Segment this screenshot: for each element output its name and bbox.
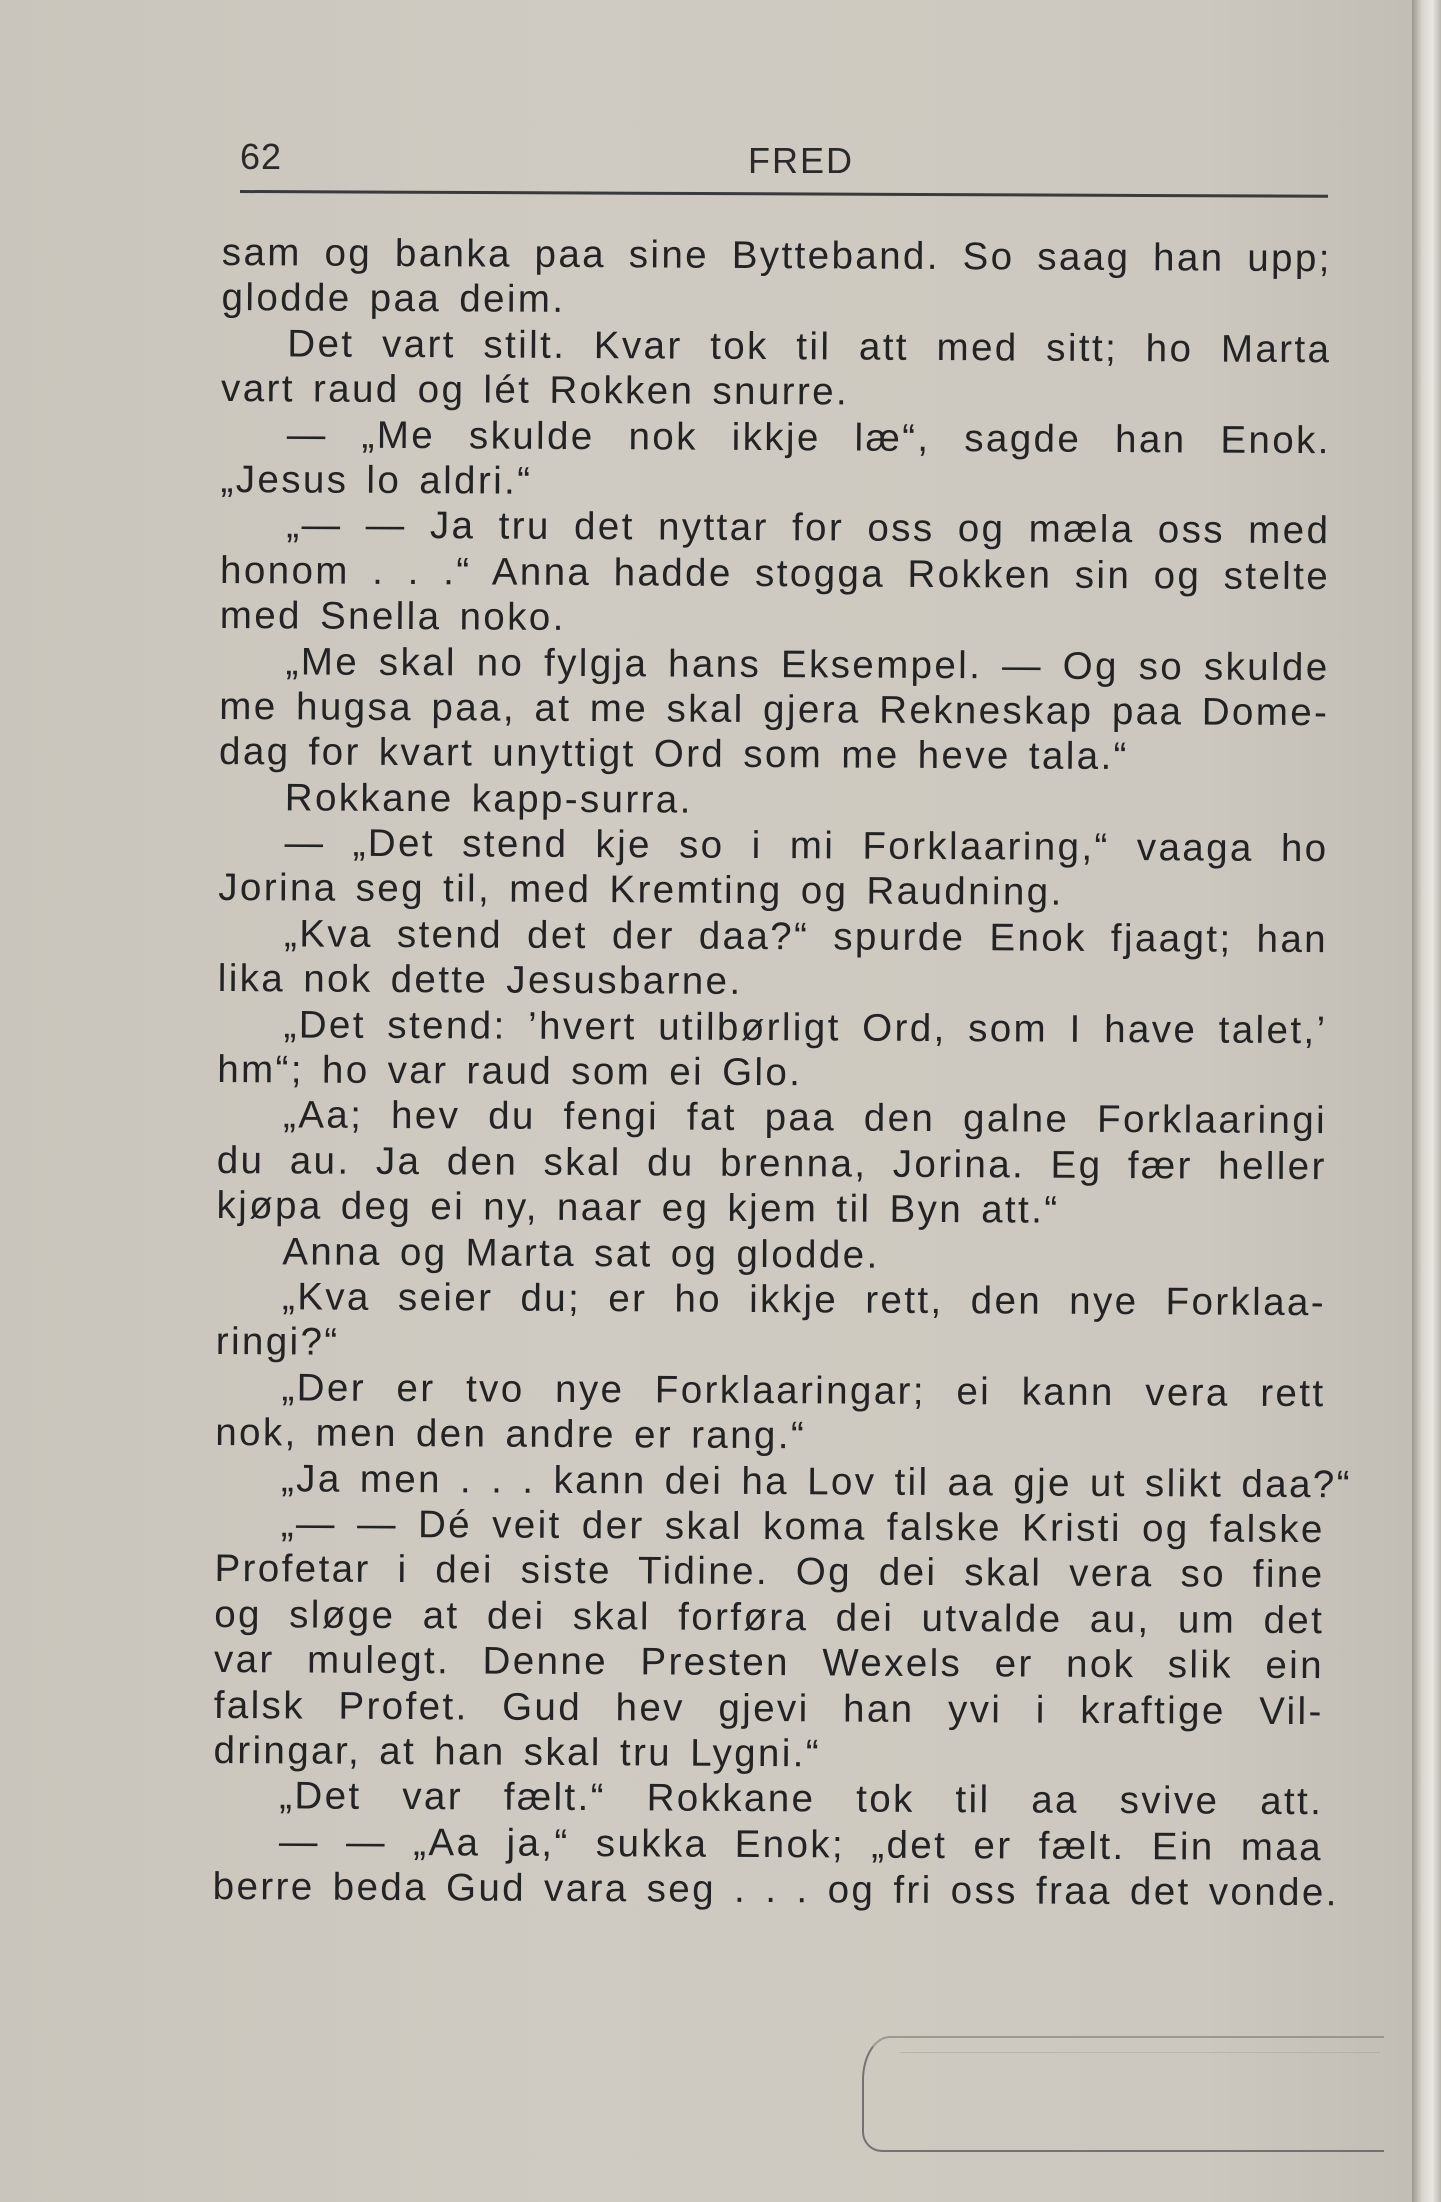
text-line: „— — Ja tru det nyttar for oss og mæla oss med	[286, 503, 1331, 553]
text-line: „Kva seier du; er ho ikkje rett, den nye Forklaa-	[281, 1275, 1327, 1325]
text-line: me hugsa paa, at me skal gjera Rekneskap paa Dome-	[219, 684, 1330, 735]
text-line: — „Det stend kje so i mi Forklaaring,“ vaaga ho	[284, 821, 1329, 871]
text-line: berre beda Gud vara seg . . . og fri oss fraa det vonde.	[212, 1865, 1339, 1915]
running-head: FRED	[748, 140, 854, 181]
text-line: „— — Dé veit der skal koma falske Kristi og falske	[280, 1502, 1325, 1552]
text-line: og sløge at dei skal forføra dei utvalde au, um det	[214, 1592, 1325, 1642]
page-number: 62	[240, 136, 283, 177]
text-line: Jorina seg til, med Kremting og Raudning.	[218, 866, 1064, 915]
text-line: „Ja men . . . kann dei ha Lov til aa gje ut slikt daa?“	[280, 1456, 1353, 1506]
text-line: vart raud og lét Rokken snurre.	[220, 367, 850, 414]
text-line: — „Me skulde nok ikkje læ“, sagde han Enok.	[286, 412, 1331, 462]
text-line: „Der er tvo nye Forklaaringar; ei kann vera rett	[281, 1366, 1326, 1415]
text-line: nok, men den andre er rang.“	[215, 1411, 807, 1458]
text-line: honom . . .“ Anna hadde stogga Rokken sin og stelte	[219, 548, 1331, 598]
book-spine-edge	[1412, 0, 1441, 2202]
text-line: dringar, at han skal tru Lygni.“	[213, 1728, 822, 1776]
text-line: Anna og Marta sat og glodde.	[282, 1229, 880, 1277]
text-line: dag for kvart unyttigt Ord som me heve tala.“	[218, 730, 1129, 779]
text-line: hm“; ho var raud som ei Glo.	[217, 1048, 803, 1095]
text-line: „Kva stend det der daa?“ spurde Enok fjaagt; han	[283, 912, 1329, 962]
page-header	[240, 128, 1328, 202]
text-line: „Det var fælt.“ Rokkane tok til aa svive att.	[279, 1774, 1324, 1824]
text-line: kjøpa deg ei ny, naar eg kjem til Byn att.“	[216, 1184, 1060, 1232]
text-line: Det vart stilt. Kvar tok til att med sitt; ho Marta	[287, 322, 1332, 371]
text-line: du au. Ja den skal du brenna, Jorina. Eg fær heller	[216, 1138, 1327, 1188]
body-text	[212, 230, 1353, 1916]
text-line: sam og banka paa sine Bytteband. So saag han upp;	[221, 230, 1332, 281]
text-line: falsk Profet. Gud hev gjevi han yvi i kraftige Vil-	[213, 1683, 1324, 1733]
text-line: Profetar i dei siste Tidine. Og dei skal vera so fine	[214, 1547, 1325, 1597]
text-line: med Snella noko.	[219, 594, 566, 640]
text-line: var mulegt. Denne Presten Wexels er nok slik ein	[213, 1638, 1325, 1688]
text-line: glodde paa deim.	[221, 276, 566, 322]
text-line: „Det stend: ’hvert utilbørligt Ord, som I have talet,’	[283, 1002, 1328, 1052]
text-line: „Aa; hev du fengi fat paa den galne Forklaaringi	[282, 1093, 1328, 1143]
text-line: — — „Aa ja,“ sukka Enok; „det er fælt. Ein maa	[278, 1820, 1324, 1869]
text-line: lika nok dette Jesusbarne.	[217, 957, 743, 1004]
text-line: ringi?“	[215, 1320, 340, 1365]
text-line: „Jesus lo aldri.“	[220, 457, 533, 503]
text-line: Rokkane kapp-surra.	[284, 776, 693, 822]
header-rule	[240, 190, 1328, 198]
text-line: „Me skal no fylgja hans Eksempel. — Og so skulde	[285, 639, 1330, 689]
library-stamp-inner-line	[900, 2052, 1380, 2135]
